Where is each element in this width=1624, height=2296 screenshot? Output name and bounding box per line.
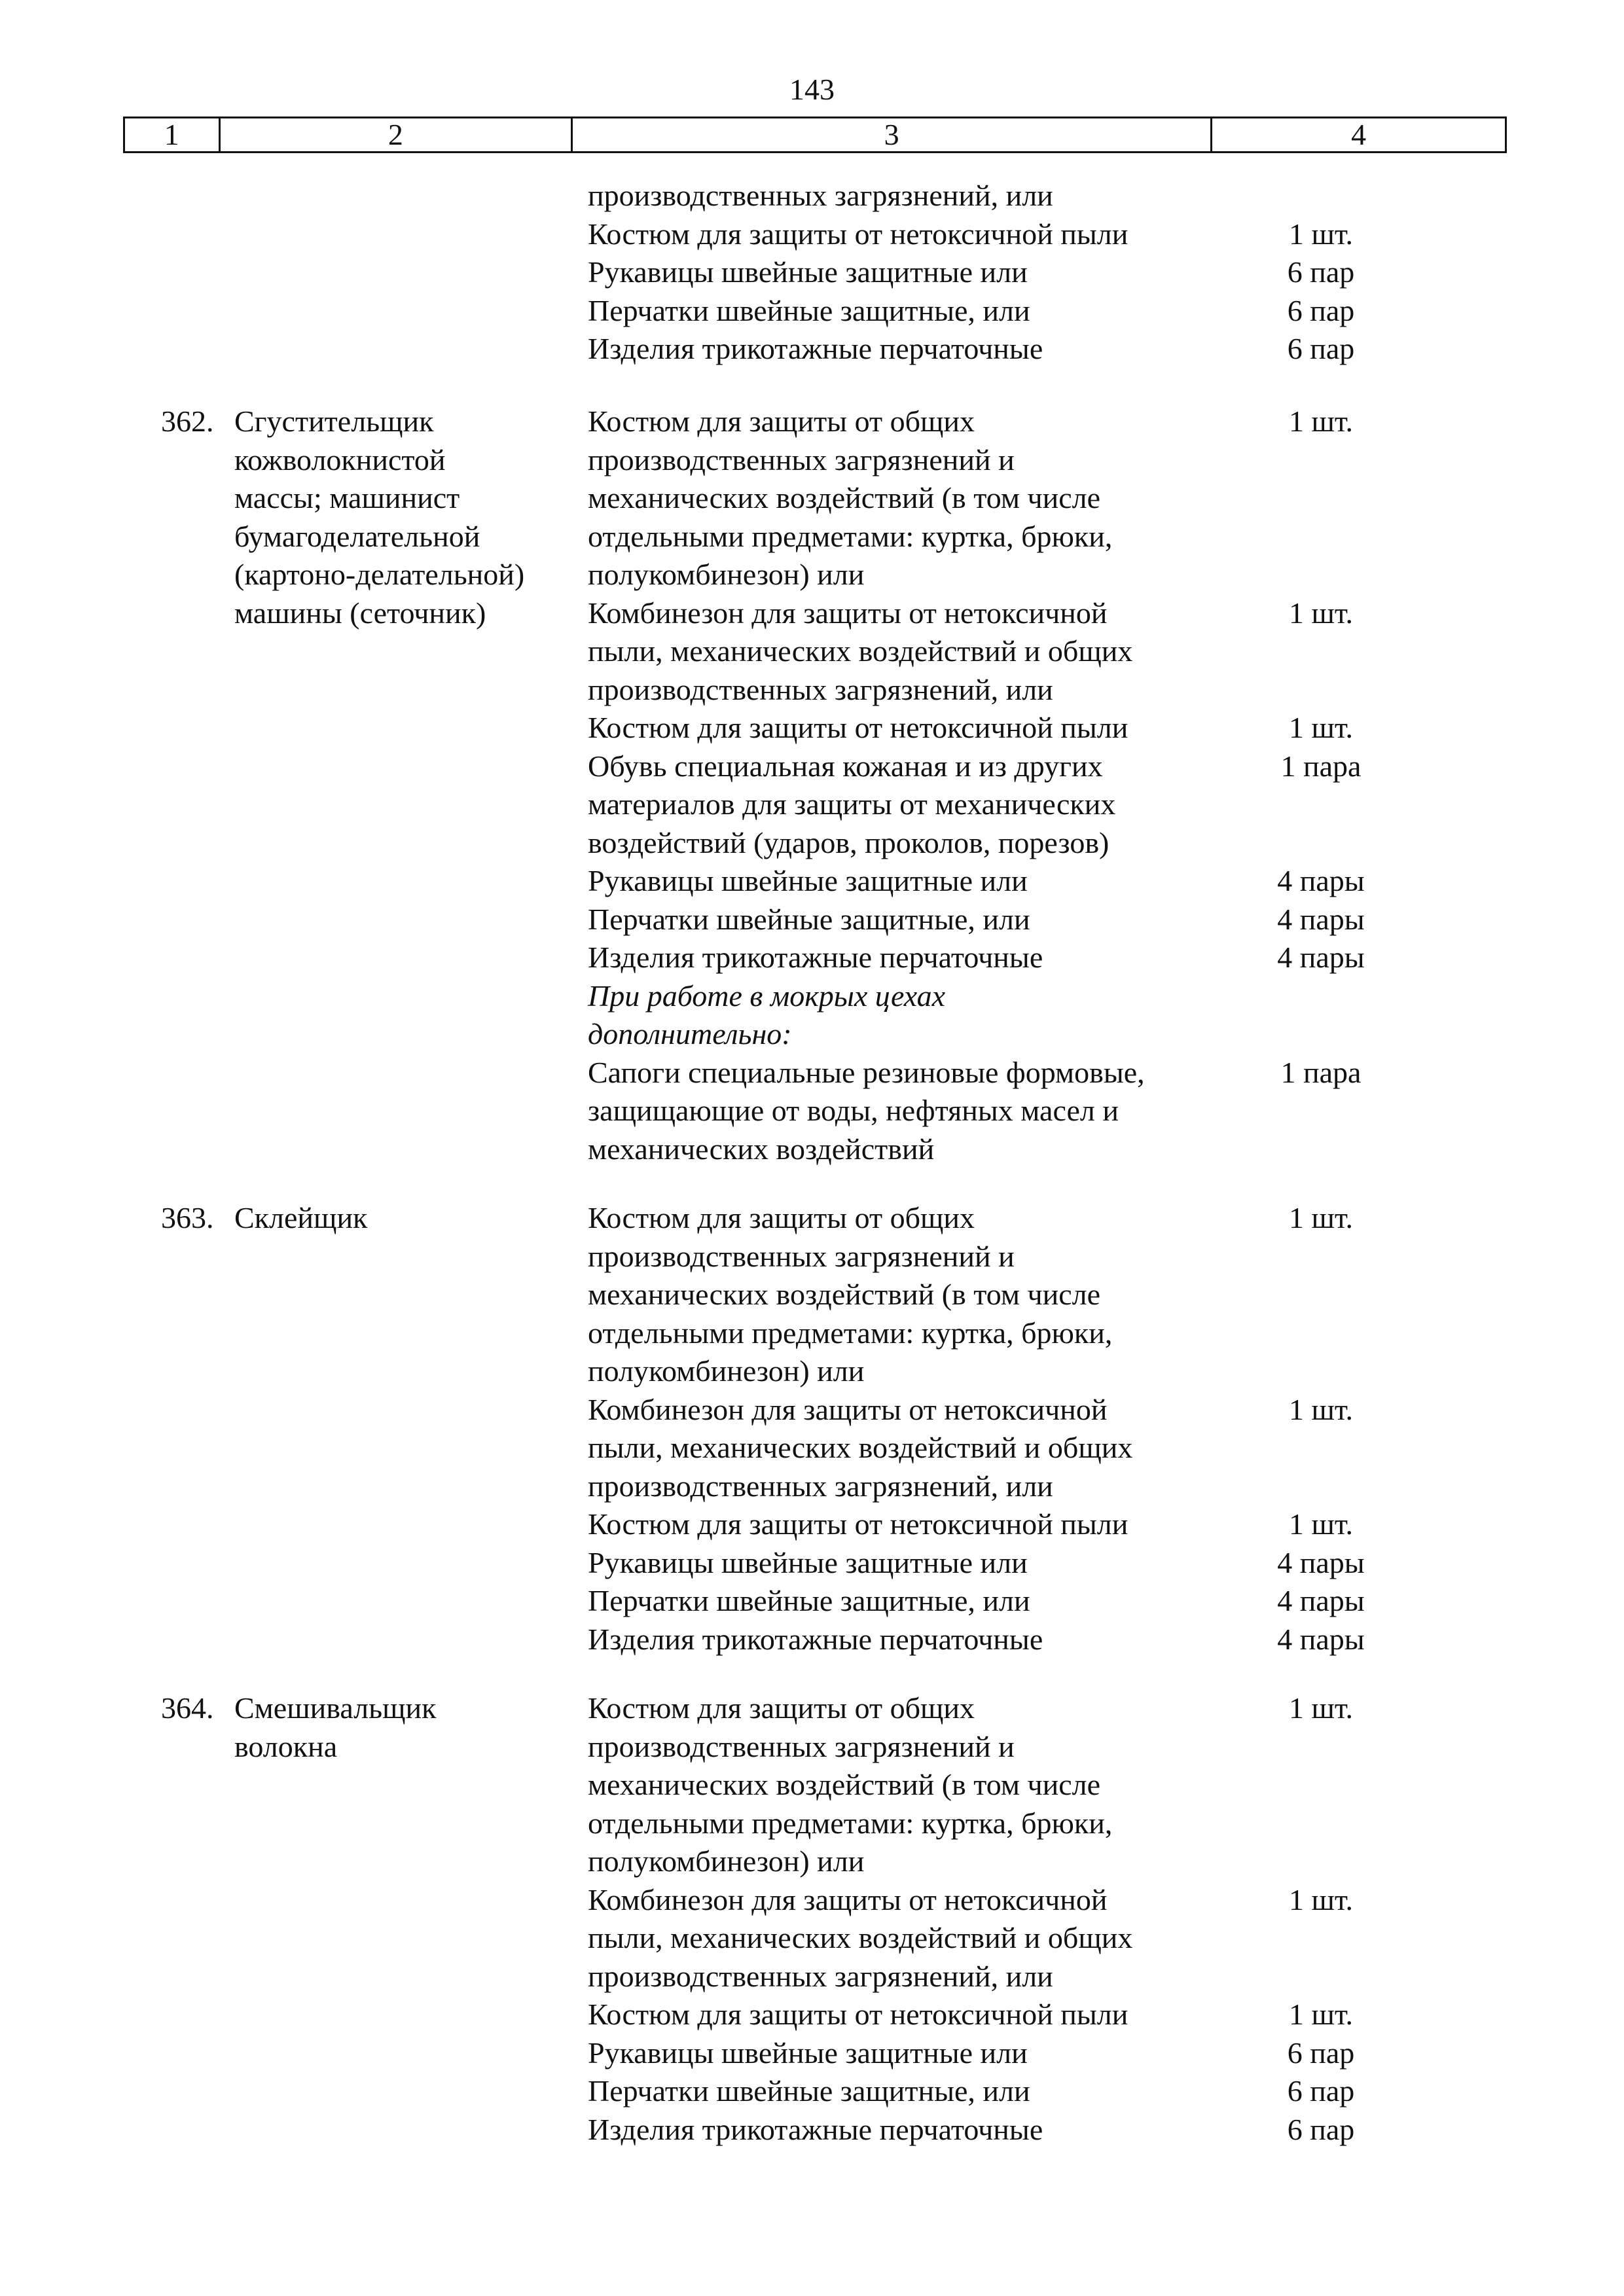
list-item: Перчатки швейные защитные, или 4 пары bbox=[588, 902, 1365, 936]
list-item: Перчатки швейные защитные, или 6 пар bbox=[588, 2074, 1355, 2108]
list-item: Рукавицы швейные защитные или 4 пары bbox=[588, 1545, 1365, 1579]
ppe-items bbox=[588, 403, 1365, 1168]
list-item: Рукавицы швейные защитные или 6 пар bbox=[588, 2036, 1355, 2070]
list-item: производственных загрязнений, или bbox=[588, 179, 1053, 212]
list-item: Костюм для защиты от нетоксичной пыли 1 шт. bbox=[588, 1998, 1354, 2031]
list-item: Костюм для защиты от нетоксичной пыли 1 шт. bbox=[588, 1507, 1354, 1541]
list-item: Изделия трикотажные перчаточные 6 пар bbox=[588, 2112, 1355, 2146]
list-item: Костюм для защиты от нетоксичной пыли 1 шт. bbox=[588, 217, 1354, 251]
ppe-items bbox=[588, 1199, 1365, 1659]
header-col-2: 2 bbox=[221, 118, 573, 151]
header-col-1: 1 bbox=[125, 118, 221, 151]
profession-title: Склейщик bbox=[234, 1201, 368, 1234]
continuation-items bbox=[588, 177, 1355, 368]
row-number: 363. bbox=[161, 1201, 214, 1234]
list-item: Комбинезон для защиты от нетоксичной пыли, механических воздействий и общих производственных загрязнений, или 1 шт. bbox=[588, 1392, 1354, 1503]
list-item: Перчатки швейные защитные, или 4 пары bbox=[588, 1584, 1365, 1617]
list-item: Обувь специальная кожаная и из других материалов для защиты от механических воздействий (ударов, проколов, порезов) 1 пара bbox=[588, 749, 1362, 859]
list-item: Костюм для защиты от общих производственных загрязнений и механических воздействий (в том числе отдельными предметами: куртка, брюки, полукомбинезон) или 1 шт. bbox=[588, 1691, 1354, 1878]
wet-shop-note: При работе в мокрых цехах дополнительно: bbox=[588, 978, 945, 1050]
list-item: Рукавицы швейные защитные или 6 пар bbox=[588, 255, 1355, 289]
list-item: Изделия трикотажные перчаточные 4 пары bbox=[588, 1622, 1365, 1656]
profession-title: Смешивальщик волокна bbox=[234, 1691, 437, 1763]
header-col-3: 3 bbox=[573, 118, 1212, 151]
list-item: Костюм для защиты от нетоксичной пыли 1 шт. bbox=[588, 711, 1354, 744]
list-item: Сапоги специальные резиновые формовые, защищающие от воды, нефтяных масел и механических воздействий 1 пара bbox=[588, 1055, 1362, 1166]
list-item: Костюм для защиты от общих производственных загрязнений и механических воздействий (в том числе отдельными предметами: куртка, брюки, полукомбинезон) или 1 шт. bbox=[588, 1201, 1354, 1388]
row-number: 362. bbox=[161, 404, 214, 438]
page-number: 143 bbox=[789, 73, 835, 106]
table-header bbox=[123, 117, 1507, 153]
list-item: Перчатки швейные защитные, или 6 пар bbox=[588, 293, 1355, 327]
profession-title: Сгустительщик кожволокнистой массы; машинист бумагоделательной (картоно-делательной) машины (сеточник) bbox=[234, 404, 525, 630]
list-item: Изделия трикотажные перчаточные 6 пар bbox=[588, 332, 1355, 365]
row-number: 364. bbox=[161, 1691, 214, 1725]
list-item: Костюм для защиты от общих производственных загрязнений и механических воздействий (в том числе отдельными предметами: куртка, брюки, полукомбинезон) или 1 шт. bbox=[588, 404, 1354, 591]
list-item: Рукавицы швейные защитные или 4 пары bbox=[588, 864, 1365, 897]
list-item: Изделия трикотажные перчаточные 4 пары bbox=[588, 941, 1365, 974]
list-item: Комбинезон для защиты от нетоксичной пыли, механических воздействий и общих производственных загрязнений, или 1 шт. bbox=[588, 1882, 1354, 1993]
header-col-4: 4 bbox=[1351, 118, 1367, 151]
list-item: Комбинезон для защиты от нетоксичной пыли, механических воздействий и общих производственных загрязнений, или 1 шт. bbox=[588, 596, 1354, 706]
ppe-items bbox=[588, 1689, 1355, 2149]
